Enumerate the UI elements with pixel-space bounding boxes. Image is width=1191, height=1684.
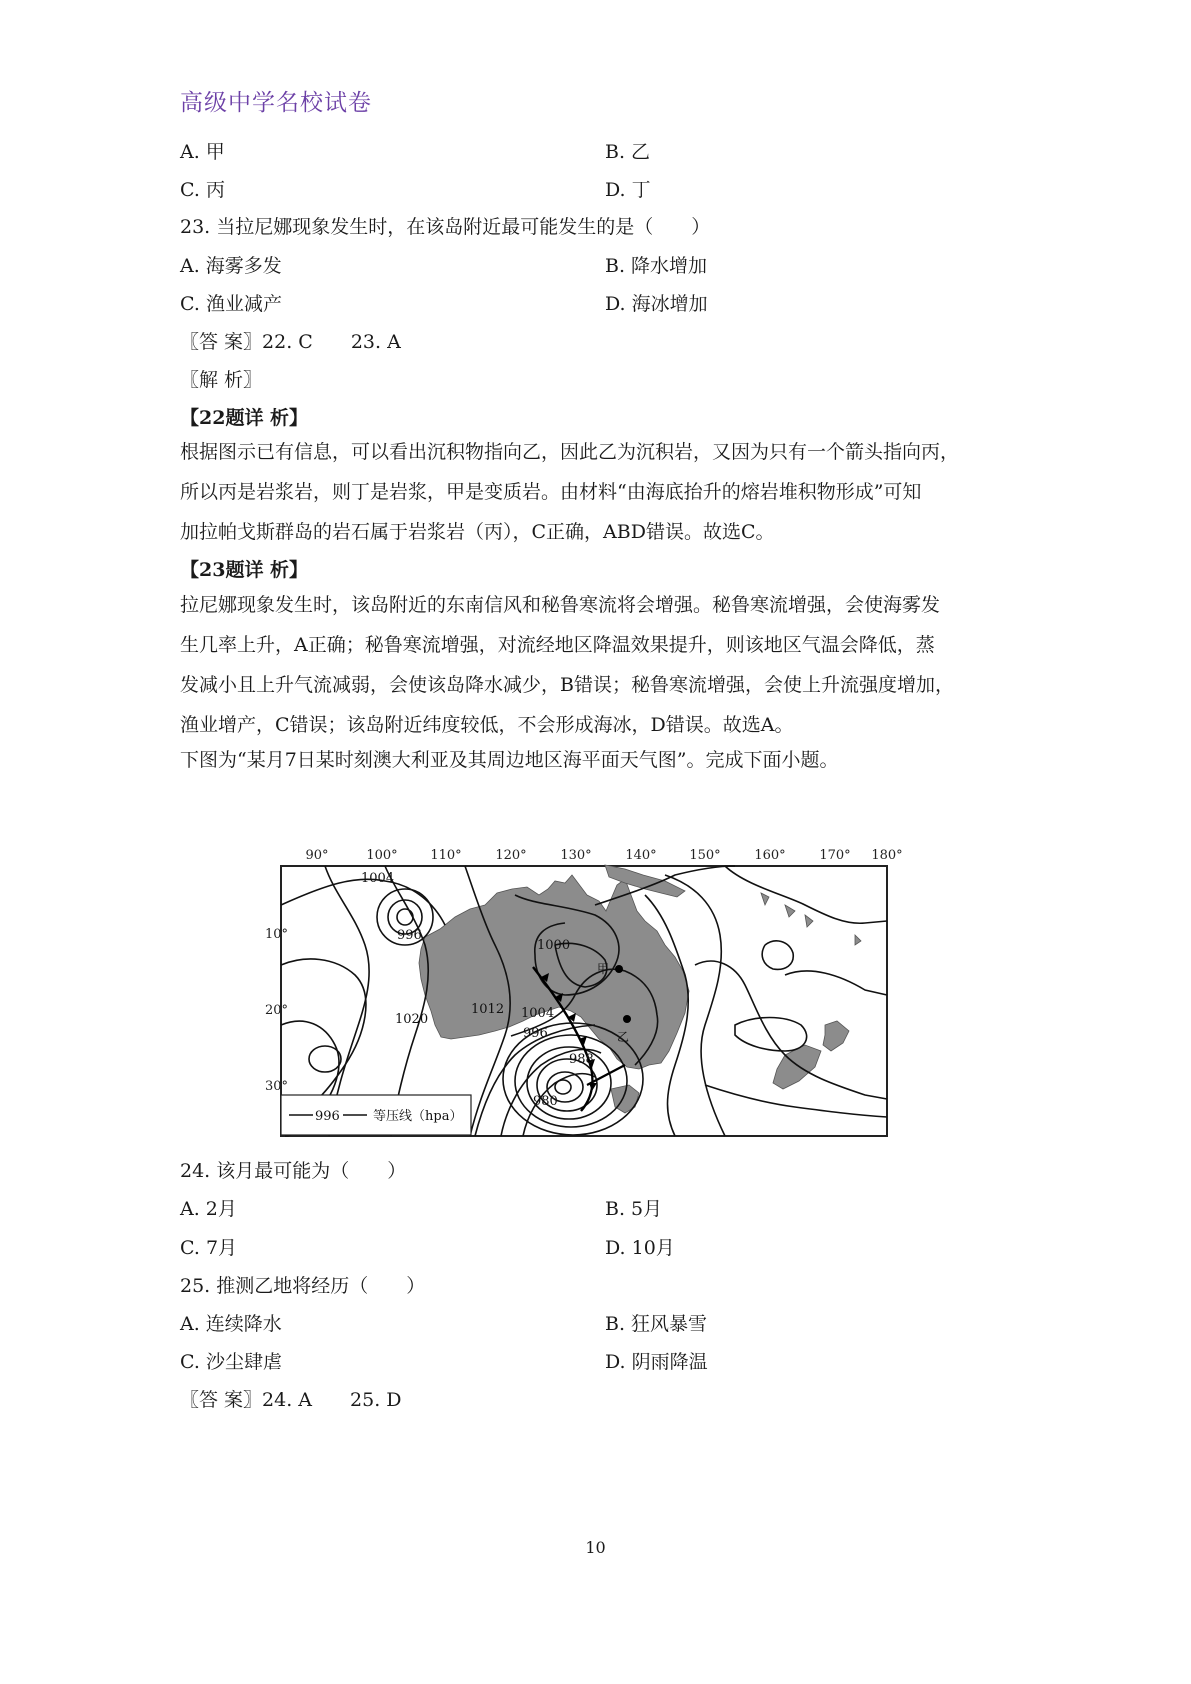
lon-label: 90° bbox=[305, 848, 329, 863]
lon-label: 100° bbox=[366, 848, 398, 863]
q22-line: 所以丙是岩浆岩，则丁是岩浆，甲是变质岩。由材料“由海底抬升的熔岩堆积物形成”可知 bbox=[180, 481, 922, 503]
q24-option-d: D. 10月 bbox=[605, 1237, 675, 1259]
q22-option-a: A. 甲 bbox=[180, 141, 225, 163]
lon-label: 170° bbox=[819, 848, 851, 863]
q23-line: 发减小且上升气流减弱，会使该岛降水减少，B错误；秘鲁寒流增强，会使上升流强度增加， bbox=[180, 674, 954, 696]
q23-line: 生几率上升，A正确；秘鲁寒流增强，对流经地区降温效果提升，则该地区气温会降低，蒸 bbox=[180, 634, 935, 656]
longitude-labels bbox=[305, 848, 902, 863]
legend-text: 等压线（hpa） bbox=[373, 1109, 463, 1124]
lon-label: 120° bbox=[495, 848, 527, 863]
q24-option-c: C. 7月 bbox=[180, 1237, 238, 1259]
q25-option-a: A. 连续降水 bbox=[180, 1313, 282, 1335]
q22-line: 根据图示已有信息，可以看出沉积物指向乙，因此乙为沉积岩，又因为只有一个箭头指向丙， bbox=[180, 441, 960, 463]
isobar-label: 1000 bbox=[537, 938, 571, 953]
q25-option-b: B. 狂风暴雪 bbox=[605, 1313, 708, 1335]
isobar-label: 996 bbox=[523, 1026, 548, 1041]
q24-option-a: A. 2月 bbox=[180, 1198, 237, 1220]
lon-label: 150° bbox=[689, 848, 721, 863]
q23-option-d: D. 海冰增加 bbox=[605, 293, 708, 315]
q23-analysis-title: 【23题详 析】 bbox=[180, 559, 309, 581]
q23-analysis-text bbox=[180, 585, 1020, 745]
isobar-label: 988 bbox=[569, 1052, 594, 1067]
lon-label: 160° bbox=[754, 848, 786, 863]
q22-analysis-text bbox=[180, 432, 1020, 552]
map-legend bbox=[281, 1095, 471, 1135]
q23-line: 渔业增产，C错误；该岛附近纬度较低，不会形成海冰，D错误。故选A。 bbox=[180, 714, 794, 736]
q24-stem: 24. 该月最可能为（ ） bbox=[180, 1160, 407, 1182]
q23-option-b: B. 降水增加 bbox=[605, 255, 708, 277]
q22-option-b: B. 乙 bbox=[605, 141, 651, 163]
school-header: 高级中学名校试卷 bbox=[180, 90, 372, 116]
isobar-label: 980 bbox=[533, 1094, 558, 1109]
lon-label: 140° bbox=[625, 848, 657, 863]
q22-option-d: D. 丁 bbox=[605, 179, 651, 201]
q23-line: 拉尼娜现象发生时，该岛附近的东南信风和秘鲁寒流将会增强。秘鲁寒流增强，会使海雾发 bbox=[180, 594, 941, 616]
isobar-label: 1004 bbox=[361, 871, 395, 886]
isobar-label: 1012 bbox=[471, 1002, 505, 1017]
q23-option-a: A. 海雾多发 bbox=[180, 255, 282, 277]
yi-label: 乙 bbox=[617, 1030, 630, 1044]
q25-option-d: D. 阴雨降温 bbox=[605, 1351, 708, 1373]
figure-intro: 下图为“某月7日某时刻澳大利亚及其周边地区海平面天气图”。完成下面小题。 bbox=[180, 749, 839, 771]
lon-label: 130° bbox=[560, 848, 592, 863]
page-number: 10 bbox=[585, 1538, 606, 1557]
answer-24-25: 〖答 案〗24. A 25. D bbox=[180, 1389, 402, 1411]
q23-option-c: C. 渔业减产 bbox=[180, 293, 282, 315]
legend-value: 996 bbox=[315, 1109, 340, 1124]
lon-label: 180° bbox=[871, 848, 903, 863]
isobar-label: 996 bbox=[397, 928, 422, 943]
analysis-heading: 〖解 析〗 bbox=[180, 369, 263, 391]
jia-marker bbox=[615, 965, 623, 973]
answer-22-23: 〖答 案〗22. C 23. A bbox=[180, 331, 401, 353]
q22-option-c: C. 丙 bbox=[180, 179, 225, 201]
lat-label: 30° bbox=[265, 1079, 289, 1094]
weather-map-figure bbox=[265, 845, 905, 1140]
q24-option-b: B. 5月 bbox=[605, 1198, 663, 1220]
lon-label: 110° bbox=[430, 848, 462, 863]
q22-line: 加拉帕戈斯群岛的岩石属于岩浆岩（丙），C正确，ABD错误。故选C。 bbox=[180, 521, 775, 543]
isobar-label: 1004 bbox=[521, 1006, 555, 1021]
q25-option-c: C. 沙尘肆虐 bbox=[180, 1351, 282, 1373]
jia-label: 甲 bbox=[597, 962, 610, 976]
isobar-label: 1020 bbox=[395, 1012, 429, 1027]
q22-analysis-title: 【22题详 析】 bbox=[180, 407, 309, 429]
q23-stem: 23. 当拉尼娜现象发生时，在该岛附近最可能发生的是（ ） bbox=[180, 216, 711, 238]
q25-stem: 25. 推测乙地将经历（ ） bbox=[180, 1275, 426, 1297]
lat-label: 20° bbox=[265, 1003, 289, 1018]
lat-label: 10° bbox=[265, 927, 289, 942]
yi-marker bbox=[623, 1015, 631, 1023]
